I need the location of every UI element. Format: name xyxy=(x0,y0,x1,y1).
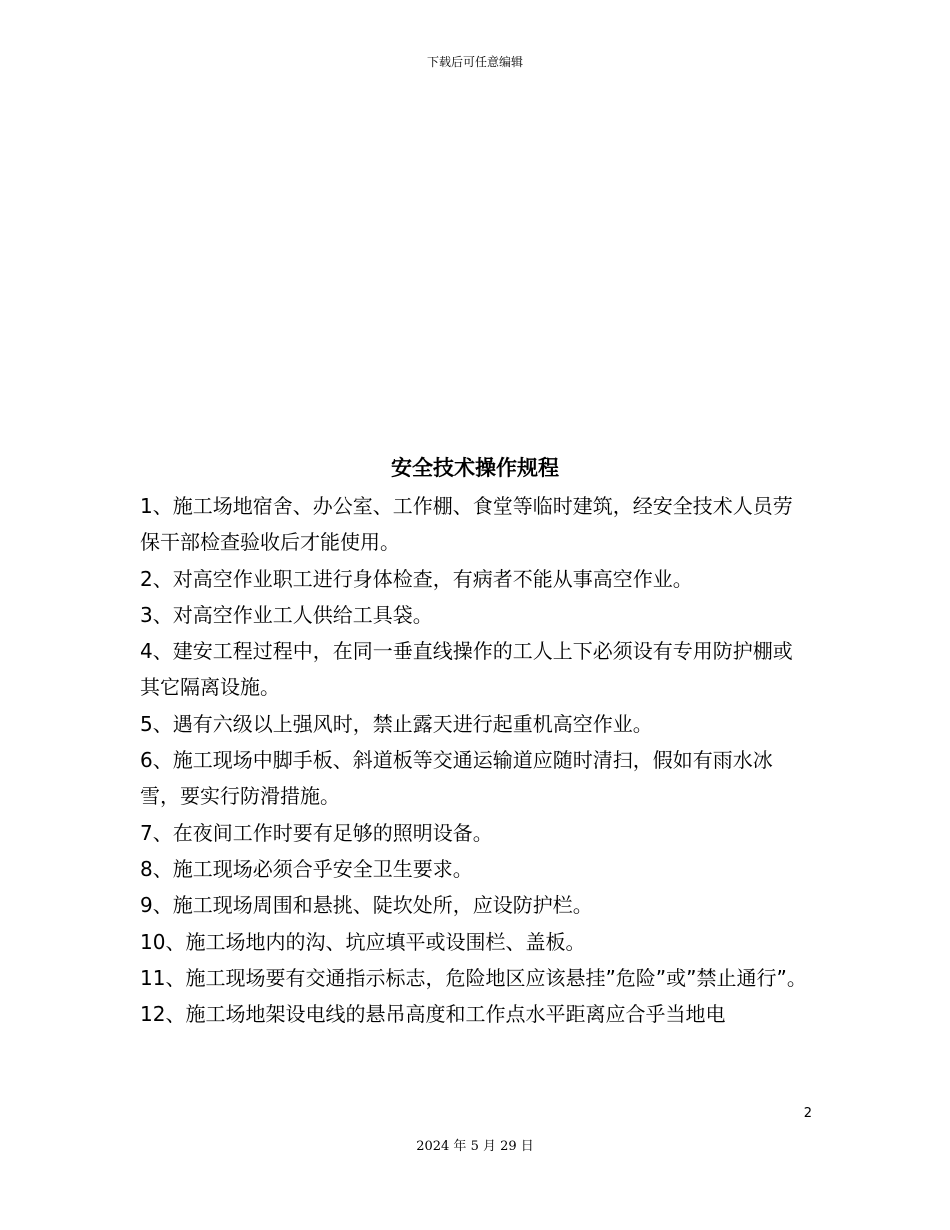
regulation-item-6: 6、施工现场中脚手板、斜道板等交通运输道应随时清扫，假如有雨水冰雪，要实行防滑措施。 xyxy=(140,748,773,809)
document-title: 安全技术操作规程 xyxy=(391,456,559,480)
page-number: 2 xyxy=(803,1106,812,1121)
regulation-item-5: 5、遇有六级以上强风时，禁止露天进行起重机高空作业。 xyxy=(140,711,653,736)
regulation-item-7: 7、在夜间工作时要有足够的照明设备。 xyxy=(140,820,493,845)
regulation-list xyxy=(140,488,812,1032)
regulation-item-4: 4、建安工程过程中，在同一垂直线操作的工人上下必须设有专用防护棚或其它隔离设施。 xyxy=(140,639,793,700)
regulation-item-10: 10、施工场地内的沟、坑应填平或设围栏、盖板。 xyxy=(140,929,586,954)
header-note: 下载后可任意编辑 xyxy=(426,55,523,69)
regulation-item-12: 12、施工场地架设电线的悬吊高度和工作点水平距离应合乎当地电 xyxy=(140,1002,726,1027)
footer-date: 2024 年 5 月 29 日 xyxy=(416,1139,534,1154)
regulation-item-1: 1、施工场地宿舍、办公室、工作棚、食堂等临时建筑，经安全技术人员劳保干部检查验收后才能使用。 xyxy=(140,494,793,555)
regulation-item-2: 2、对高空作业职工进行身体检查，有病者不能从事高空作业。 xyxy=(140,566,693,591)
regulation-item-9: 9、施工现场周围和悬挑、陡坎处所，应设防护栏。 xyxy=(140,893,593,918)
regulation-item-11: 11、施工现场要有交通指示标志，危险地区应该悬挂”危险”或”禁止通行”。 xyxy=(140,965,807,990)
regulation-item-8: 8、施工现场必须合乎安全卫生要求。 xyxy=(140,856,473,881)
regulation-item-3: 3、对高空作业工人供给工具袋。 xyxy=(140,602,433,627)
